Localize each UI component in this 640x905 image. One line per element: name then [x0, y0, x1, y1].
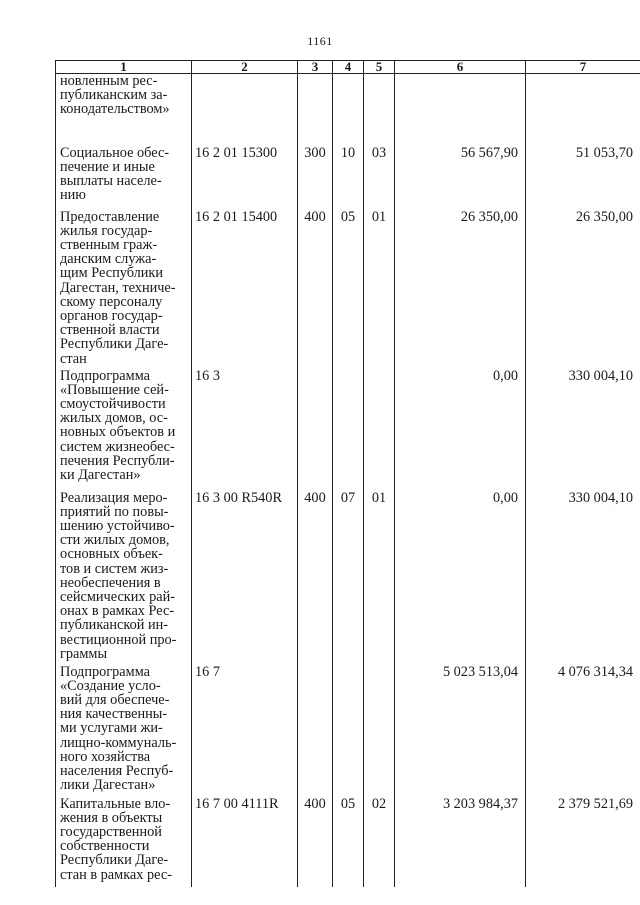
header-col-2: 2 — [192, 61, 298, 74]
row-code: 16 7 — [192, 665, 298, 797]
header-col-7: 7 — [526, 61, 640, 74]
row-code: 16 2 01 15400 — [192, 210, 298, 369]
row-col3: 400 — [298, 797, 333, 887]
row-col6 — [395, 74, 526, 146]
row-col3: 400 — [298, 491, 333, 665]
row-name: Предоставление жилья государ- ственным граж- данским служа- щим Республики Дагестан, техниче- скому персоналу органов государ- ственной власти Республики Даге- стан — [60, 208, 176, 367]
header-col-3: 3 — [298, 61, 333, 74]
table-row — [56, 146, 640, 210]
row-name-cell — [56, 74, 192, 146]
row-col5: 01 — [364, 210, 395, 369]
row-col4 — [333, 369, 364, 491]
budget-table — [55, 60, 640, 887]
header-row — [56, 61, 640, 74]
table-row — [56, 491, 640, 665]
row-name-cell — [56, 369, 192, 491]
row-name: Капитальные вло- жения в объекты государственной собственности Республики Даге- стан в рамках рес- — [60, 795, 172, 883]
row-col4: 10 — [333, 146, 364, 210]
table-row — [56, 665, 640, 797]
row-col3: 300 — [298, 146, 333, 210]
row-col5: 01 — [364, 491, 395, 665]
row-col3 — [298, 665, 333, 797]
row-col7: 330 004,10 — [526, 369, 640, 491]
row-col7: 4 076 314,34 — [526, 665, 640, 797]
header-col-1: 1 — [56, 61, 192, 74]
row-col4: 05 — [333, 210, 364, 369]
row-name-cell — [56, 146, 192, 210]
row-col5: 02 — [364, 797, 395, 887]
row-col5 — [364, 665, 395, 797]
row-col5 — [364, 369, 395, 491]
row-name-cell — [56, 491, 192, 665]
row-col6: 0,00 — [395, 491, 526, 665]
row-name-cell — [56, 797, 192, 887]
table-row — [56, 369, 640, 491]
header-col-4: 4 — [333, 61, 364, 74]
row-name: Социальное обес- печение и иные выплаты населе- нию — [60, 144, 170, 204]
row-col6: 26 350,00 — [395, 210, 526, 369]
row-col5: 03 — [364, 146, 395, 210]
row-col7: 51 053,70 — [526, 146, 640, 210]
row-col4 — [333, 74, 364, 146]
row-name-cell — [56, 665, 192, 797]
table-row — [56, 74, 640, 146]
row-col3: 400 — [298, 210, 333, 369]
row-code: 16 2 01 15300 — [192, 146, 298, 210]
table-row — [56, 210, 640, 369]
row-col7: 2 379 521,69 — [526, 797, 640, 887]
row-col6: 3 203 984,37 — [395, 797, 526, 887]
row-code — [192, 74, 298, 146]
row-name: Подпрограмма «Создание усло- вий для обеспече- ния качественны- ми услугами жи- лищно-коммуналь- ного хозяйства населения Респуб- лики Дагестан» — [60, 663, 177, 794]
row-name: Реализация меро- приятий по повы- шению устойчиво- сти жилых домов, основных объек- тов и систем жиз- необеспечения в сейсмических рай- онах в рамках Рес- публиканской ин- вестиционной про- граммы — [60, 489, 177, 662]
row-col5 — [364, 74, 395, 146]
row-col4: 05 — [333, 797, 364, 887]
table-row — [56, 797, 640, 887]
row-col4 — [333, 665, 364, 797]
row-col3 — [298, 369, 333, 491]
row-col4: 07 — [333, 491, 364, 665]
page-number: 1161 — [307, 34, 333, 48]
row-col7: 26 350,00 — [526, 210, 640, 369]
row-col6: 5 023 513,04 — [395, 665, 526, 797]
row-col7: 330 004,10 — [526, 491, 640, 665]
row-code: 16 3 — [192, 369, 298, 491]
row-col6: 56 567,90 — [395, 146, 526, 210]
row-col7 — [526, 74, 640, 146]
row-col3 — [298, 74, 333, 146]
row-col6: 0,00 — [395, 369, 526, 491]
row-name: Подпрограмма «Повышение сей- смоустойчивости жилых домов, ос- новных объектов и систем жизнеобес- печения Республи- ки Дагестан» — [60, 367, 176, 483]
row-code: 16 7 00 4111R — [192, 797, 298, 887]
row-name-cell — [56, 210, 192, 369]
header-col-5: 5 — [364, 61, 395, 74]
header-col-6: 6 — [395, 61, 526, 74]
row-name: новленным рес- публиканским за- конодательством» — [60, 73, 170, 118]
row-code: 16 3 00 R540R — [192, 491, 298, 665]
